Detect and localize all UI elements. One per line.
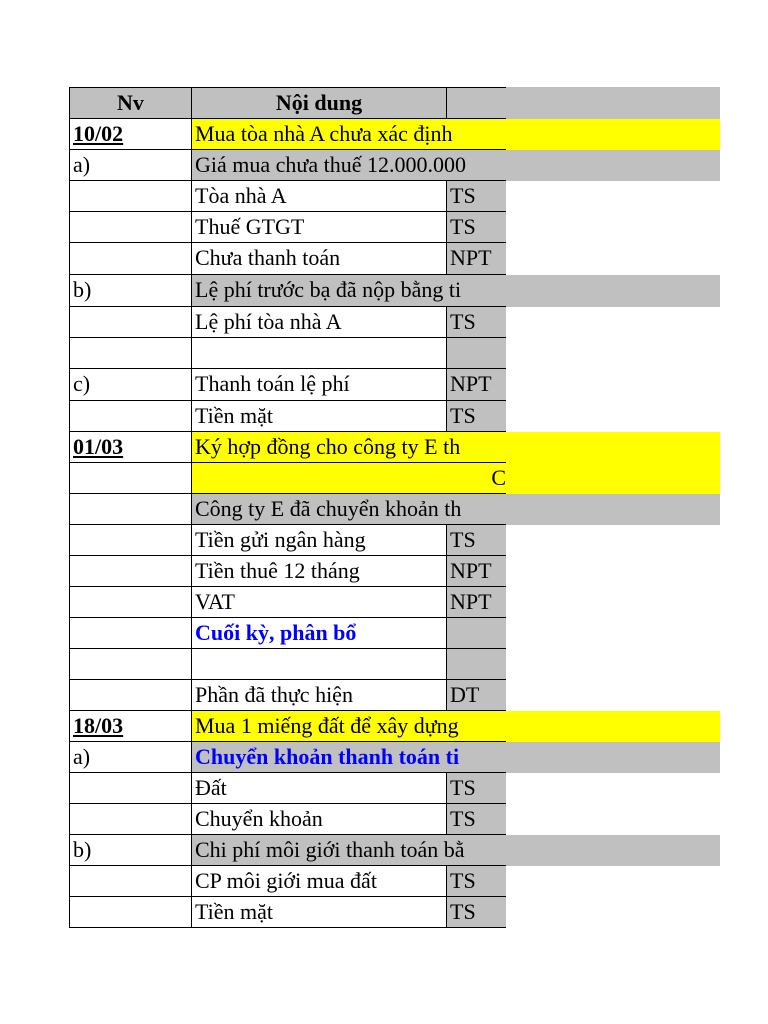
cell-nv[interactable] (69, 212, 192, 243)
table-row (69, 119, 720, 150)
cell-nv[interactable] (69, 181, 192, 212)
cell-content[interactable]: Công ty E đã chuyển khoản th (192, 494, 506, 525)
header-content[interactable]: Nội dung (192, 87, 447, 119)
cell-content[interactable]: Tòa nhà A (192, 181, 447, 212)
cell-content[interactable]: Chuyển khoản thanh toán ti (192, 742, 506, 773)
cell-content[interactable]: Phần đã thực hiện (192, 680, 447, 711)
cell-content[interactable]: Tiền thuê 12 tháng (192, 556, 447, 587)
cell-nv[interactable] (69, 773, 192, 804)
table-row (69, 494, 720, 525)
cell-nv[interactable] (69, 587, 192, 618)
cell-type[interactable] (447, 618, 506, 649)
cell-content[interactable]: Lệ phí tòa nhà A (192, 307, 447, 338)
spreadsheet (69, 87, 720, 928)
table-row (69, 307, 720, 338)
table-row (69, 680, 720, 711)
cell-type[interactable]: NPT (447, 556, 506, 587)
cell-nv[interactable] (69, 494, 192, 525)
cell-content[interactable]: Tiền gửi ngân hàng (192, 525, 447, 556)
row-fill (506, 835, 720, 866)
cell-nv[interactable] (69, 243, 192, 275)
table-row (69, 525, 720, 556)
cell-type[interactable]: NPT (447, 243, 506, 275)
cell-type[interactable]: NPT (447, 369, 506, 401)
cell-type[interactable]: TS (447, 307, 506, 338)
cell-type[interactable]: TS (447, 401, 506, 432)
header-fill (506, 87, 720, 119)
cell-content[interactable]: Đất (192, 773, 447, 804)
table-row (69, 587, 720, 618)
cell-type[interactable]: TS (447, 773, 506, 804)
cell-content[interactable]: Tiền mặt (192, 401, 447, 432)
table-row (69, 649, 720, 680)
table-row (69, 338, 720, 369)
table-row (69, 150, 720, 181)
header-row (69, 87, 720, 119)
cell-nv[interactable]: 10/02 (69, 119, 192, 150)
cell-nv[interactable]: 01/03 (69, 432, 192, 463)
cell-nv[interactable] (69, 804, 192, 835)
cell-type[interactable]: TS (447, 212, 506, 243)
row-fill (506, 119, 720, 150)
cell-nv[interactable] (69, 307, 192, 338)
row-fill (506, 463, 720, 494)
cell-content[interactable]: Lệ phí trước bạ đã nộp bằng ti (192, 275, 506, 307)
header-type[interactable] (447, 87, 506, 119)
cell-content[interactable]: VAT (192, 587, 447, 618)
cell-type[interactable]: TS (447, 181, 506, 212)
cell-nv[interactable] (69, 401, 192, 432)
cell-type[interactable]: TS (447, 897, 506, 928)
table-row (69, 463, 720, 494)
table-row (69, 618, 720, 649)
table-row (69, 401, 720, 432)
table-row (69, 711, 720, 742)
table-row (69, 773, 720, 804)
table-row (69, 181, 720, 212)
header-nv[interactable]: Nv (69, 87, 192, 119)
table-row (69, 897, 720, 928)
cell-content[interactable]: Thuế GTGT (192, 212, 447, 243)
cell-content[interactable]: Ký hợp đồng cho công ty E th (192, 432, 506, 463)
table-row (69, 275, 720, 307)
table-row (69, 432, 720, 463)
row-fill (506, 494, 720, 525)
cell-content[interactable]: C (192, 463, 506, 494)
row-fill (506, 711, 720, 742)
cell-nv[interactable]: c) (69, 369, 192, 401)
row-fill (506, 275, 720, 307)
table-row (69, 212, 720, 243)
cell-content[interactable]: CP môi giới mua đất (192, 866, 447, 897)
cell-type[interactable] (447, 338, 506, 369)
cell-nv[interactable] (69, 649, 192, 680)
cell-content[interactable]: Chi phí môi giới thanh toán bằ (192, 835, 506, 866)
cell-nv[interactable] (69, 463, 192, 494)
table-row (69, 556, 720, 587)
cell-content[interactable]: Mua tòa nhà A chưa xác định (192, 119, 506, 150)
cell-nv[interactable] (69, 680, 192, 711)
cell-content[interactable]: Thanh toán lệ phí (192, 369, 447, 401)
cell-content[interactable] (192, 338, 447, 369)
cell-nv[interactable] (69, 338, 192, 369)
cell-type[interactable]: TS (447, 866, 506, 897)
cell-content[interactable] (192, 649, 447, 680)
cell-nv[interactable] (69, 525, 192, 556)
cell-type[interactable]: TS (447, 804, 506, 835)
cell-content[interactable]: Mua 1 miếng đất để xây dựng (192, 711, 506, 742)
cell-content[interactable]: Chưa thanh toán (192, 243, 447, 275)
row-fill (506, 432, 720, 463)
cell-nv[interactable]: b) (69, 275, 192, 307)
table-row (69, 866, 720, 897)
cell-content[interactable]: Chuyển khoản (192, 804, 447, 835)
cell-nv[interactable]: b) (69, 835, 192, 866)
cell-nv[interactable] (69, 866, 192, 897)
table-row (69, 804, 720, 835)
row-fill (506, 150, 720, 181)
cell-nv[interactable] (69, 618, 192, 649)
cell-nv[interactable] (69, 556, 192, 587)
row-fill (506, 742, 720, 773)
table-row (69, 369, 720, 401)
cell-content[interactable]: Tiền mặt (192, 897, 447, 928)
cell-type[interactable]: NPT (447, 587, 506, 618)
cell-nv[interactable] (69, 897, 192, 928)
table-row (69, 243, 720, 275)
cell-type[interactable]: DT (447, 680, 506, 711)
cell-nv[interactable]: 18/03 (69, 711, 192, 742)
cell-type[interactable] (447, 649, 506, 680)
cell-type[interactable]: TS (447, 525, 506, 556)
cell-nv[interactable]: a) (69, 150, 192, 181)
cell-nv[interactable]: a) (69, 742, 192, 773)
table-row (69, 742, 720, 773)
table-row (69, 835, 720, 866)
cell-content[interactable]: Giá mua chưa thuế 12.000.000 (192, 150, 506, 181)
cell-content[interactable]: Cuối kỳ, phân bổ (192, 618, 447, 649)
